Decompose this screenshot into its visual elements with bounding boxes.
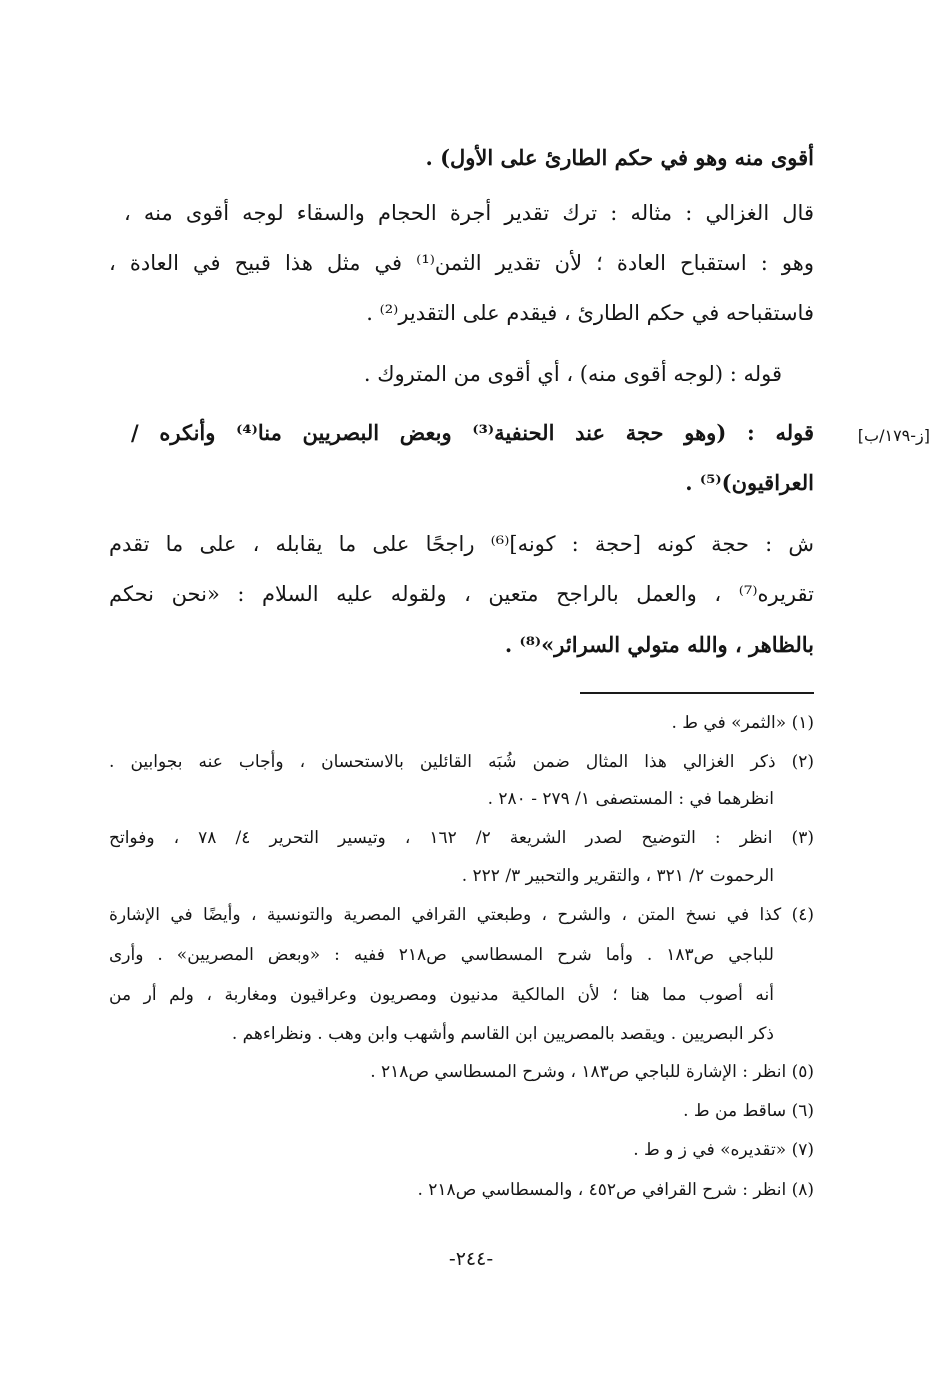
footnote-line-8: أنه أصوب مما هنا ؛ لأن المالكية مدنيون ومصريون وعراقيون ومغاربة ، ولم أر من — [109, 985, 774, 1005]
main-line-4: فاستقباحه في حكم الطارئ ، فيقدم على التقدير⁽²⁾ . — [366, 301, 814, 325]
footnote-line-5: الرحموت ٢/ ٣٢١ ، والتقرير والتحبير ٣/ ٢٢٢ . — [461, 866, 774, 886]
main-line-7: العراقيون)⁽⁵⁾ . — [685, 470, 814, 495]
footnote-line-10: (٥) انظر : الإشارة للباجي ص١٨٣ ، وشرح المسطاسي ص٢١٨ . — [370, 1062, 814, 1082]
main-line-1: أقوى منه وهو في حكم الطارئ على الأول) . — [425, 145, 814, 170]
footnote-line-2: (٢) ذكر الغزالي هذا المثال ضمن شُبَه القائلين بالاستحسان ، وأجاب عنه بجوابين . — [109, 752, 814, 772]
footnote-line-7: للباجي ص١٨٣ . وأما شرح المسطاسي ص٢١٨ ففيه : «وبعض المصريين» . وأرى — [109, 945, 774, 965]
footnote-line-11: (٦) ساقط من ط . — [683, 1101, 814, 1121]
main-line-10: بالظاهر ، والله متولي السرائر»⁽⁸⁾ . — [504, 632, 814, 657]
page-number: -٢٤٤- — [448, 1248, 494, 1270]
margin-reference: [ز-١٧٩/ب] — [857, 426, 930, 445]
footnote-line-1: (١) «الثمر» في ط . — [671, 713, 814, 733]
footnote-separator — [580, 692, 814, 694]
main-line-3: وهو : استقباح العادة ؛ لأن تقدير الثمن⁽¹⁾ في مثل هذا قبيح في العادة ، — [109, 251, 814, 275]
footnote-line-13: (٨) انظر : شرح القرافي ص٤٥٢ ، والمسطاسي ص٢١٨ . — [417, 1180, 814, 1200]
footnote-line-9: ذكر البصريين . ويقصد بالمصريين ابن القاسم وأشهب وابن وهب . ونظراءهم . — [231, 1024, 774, 1044]
main-line-6: قوله : (وهو حجة عند الحنفية⁽³⁾ وبعض البصريين منا⁽⁴⁾ وأنكره / — [131, 420, 814, 445]
main-line-8: ش : حجة كونه [حجة : كونه]⁽⁶⁾ راجحًا على ما يقابله ، على ما تقدم — [109, 532, 814, 556]
main-line-2: قال الغزالي : مثاله : ترك تقدير أجرة الحجام والسقاء لوجه أقوى منه ، — [124, 201, 814, 225]
footnote-line-6: (٤) كذا في نسخ المتن ، والشرح ، وطبعتي القرافي المصرية والتونسية ، وأيضًا في الإشارة — [109, 905, 814, 925]
main-line-9: تقريره⁽⁷⁾ ، والعمل بالراجح متعين ، ولقوله عليه السلام : «نحن نحكم — [109, 582, 814, 606]
main-line-5: قوله : (لوجه أقوى منه) ، أي أقوى من المتروك . — [363, 362, 782, 386]
footnote-line-4: (٣) انظر : التوضيح لصدر الشريعة ٢/ ١٦٢ ، وتيسير التحرير ٤/ ٧٨ ، وفواتح — [109, 828, 814, 848]
footnote-line-3: انظرهما في : المستصفى ١/ ٢٧٩ - ٢٨٠ . — [487, 789, 774, 809]
footnote-line-12: (٧) «تقديره» في ز و ط . — [633, 1140, 814, 1160]
